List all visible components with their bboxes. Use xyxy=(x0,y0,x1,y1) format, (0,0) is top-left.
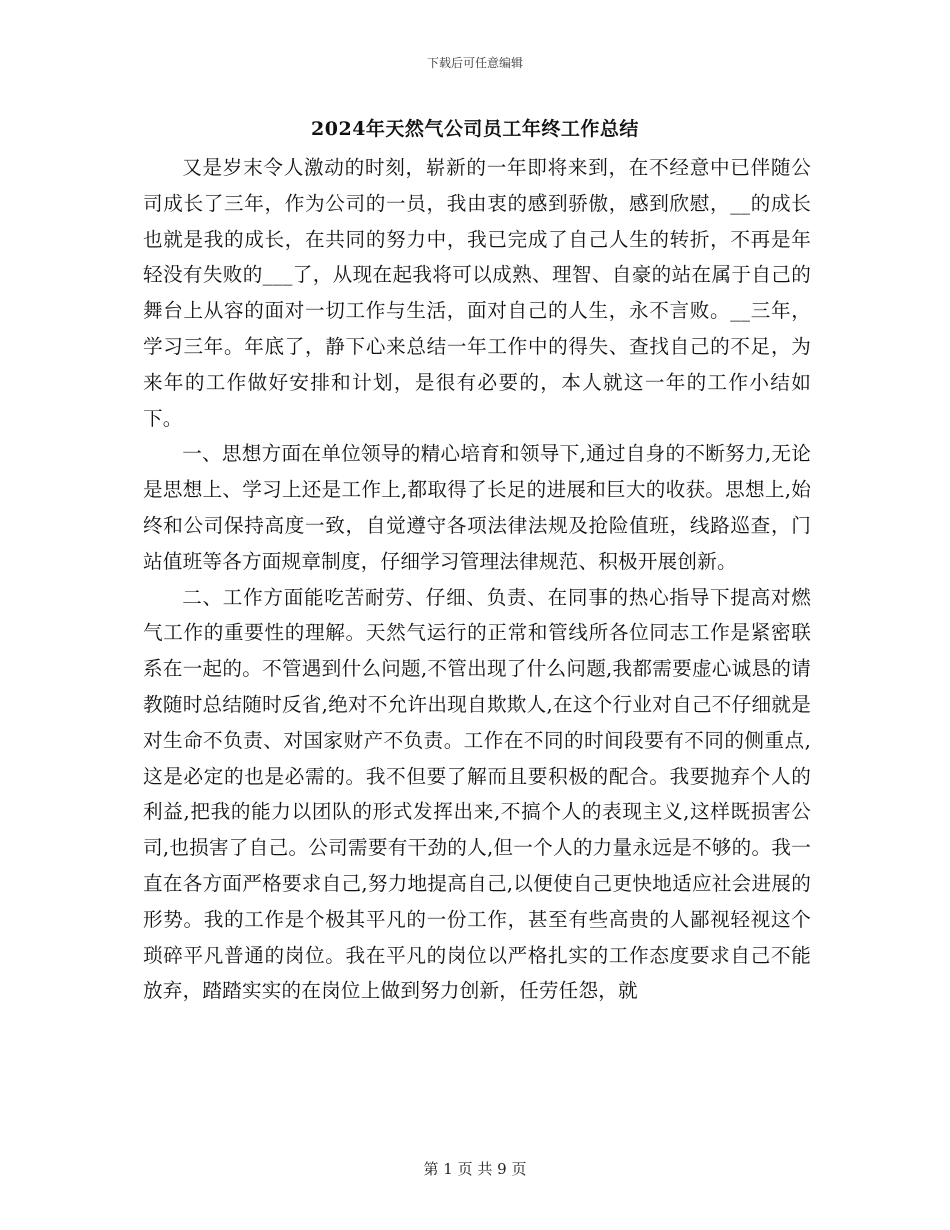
page-footer: 第 1 页 共 9 页 xyxy=(423,1160,527,1178)
document-title: 2024年天然气公司员工年终工作总结 xyxy=(311,118,639,140)
page-header: 下载后可任意编辑 xyxy=(426,56,523,70)
paragraph-thought: 一、思想方面在单位领导的精心培育和领导下,通过自身的不断努力,无论是思想上、学习上还是工作上,都取得了长足的进展和巨大的收获。思想上,始终和公司保持高度一致，自觉遵守各项法律法规及抢险值班，线路巡查，门站值班等各方面规章制度，仔细学习管理法律规范、积极开展创新。 xyxy=(143,442,811,573)
paragraph-work: 二、工作方面能吃苦耐劳、仔细、负责、在同事的热心指导下提高对燃气工作的重要性的理解。天然气运行的正常和管线所各位同志工作是紧密联系在一起的。不管遇到什么问题,不管出现了什么问题,我都需要虚心诚恳的请教随时总结随时反省,绝对不允许出现自欺欺人,在这个行业对自己不仔细就是对生命不负责、对国家财产不负责。工作在不同的时间段要有不同的侧重点,这是必定的也是必需的。我不但要了解而且要积极的配合。我要抛弃个人的利益,把我的能力以团队的形式发挥出来,不搞个人的表现主义,这样既损害公司,也损害了自己。公司需要有干劲的人,但一个人的力量永远是不够的。我一直在各方面严格要求自己,努力地提高自己,以便使自己更快地适应社会进展的形势。我的工作是个极其平凡的一份工作，甚至有些高贵的人鄙视轻视这个琐碎平凡普通的岗位。我在平凡的岗位以严格扎实的工作态度要求自己不能放弃，踏踏实实的在岗位上做到努力创新，任劳任怨，就 xyxy=(143,585,811,1003)
document-body xyxy=(143,150,811,1009)
paragraph-intro: 又是岁末令人激动的时刻，崭新的一年即将来到，在不经意中已伴随公司成长了三年，作为公司的一员，我由衷的感到骄傲，感到欣慰，__的成长也就是我的成长，在共同的努力中，我已完成了自己人生的转折，不再是年轻没有失败的___了，从现在起我将可以成熟、理智、自豪的站在属于自己的舞台上从容的面对一切工作与生活，面对自己的人生，永不言败。__三年，学习三年。年底了，静下心来总结一年工作中的得失、查找自己的不足，为来年的工作做好安排和计划，是很有必要的，本人就这一年的工作小结如下。 xyxy=(143,156,811,430)
